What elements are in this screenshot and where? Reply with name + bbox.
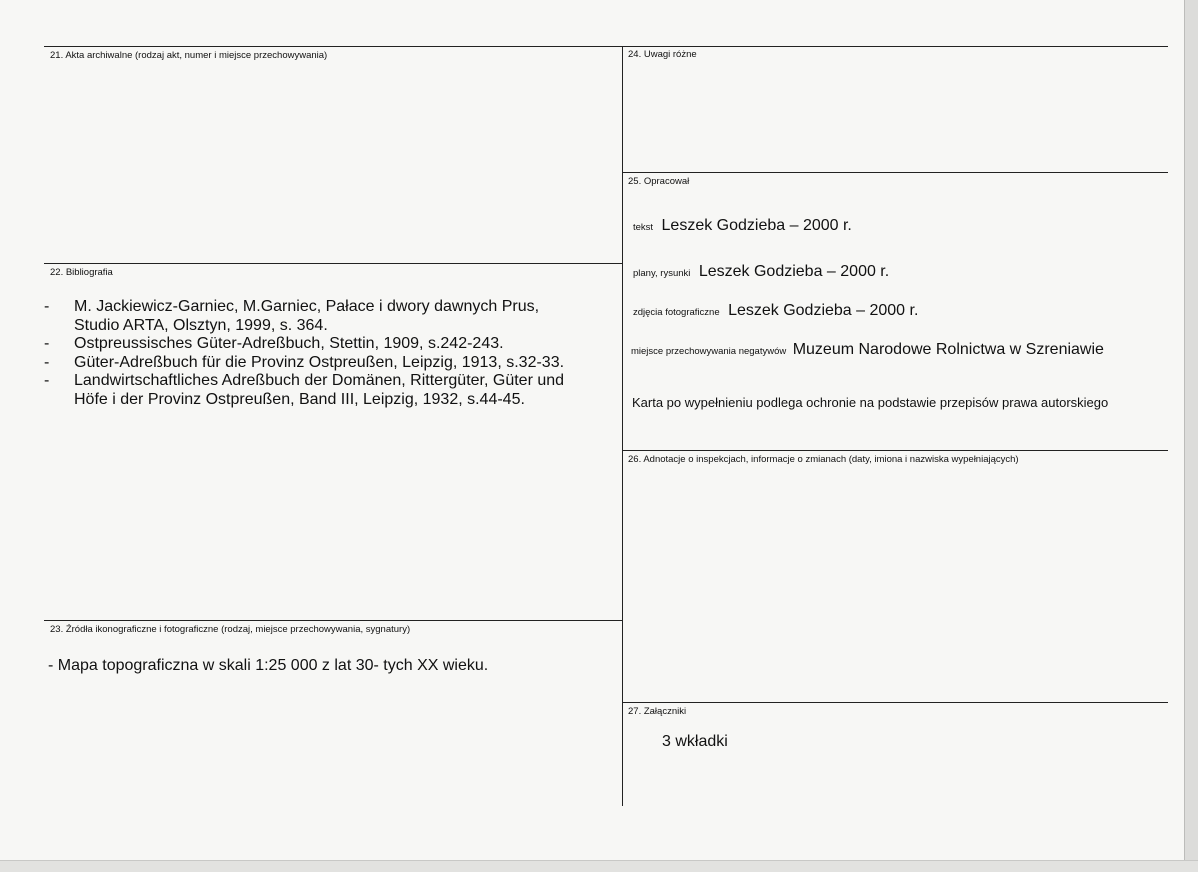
copyright-notice: Karta po wypełnieniu podlega ochronie na podstawie przepisów prawa autorskiego — [632, 395, 1109, 410]
section-24-label: 24. Uwagi różne — [628, 49, 697, 60]
plany-value: Leszek Godzieba – 2000 r. — [698, 263, 890, 280]
plany-row — [633, 263, 889, 281]
bibliography-line: Studio ARTA, Olsztyn, 1999, s. 364. — [74, 316, 328, 334]
rule-25 — [622, 172, 1168, 173]
zdjecia-value: Leszek Godzieba – 2000 r. — [728, 302, 919, 319]
bullet-dash: - — [44, 298, 50, 315]
miejsce-row — [631, 341, 1104, 359]
section-23-text: - Mapa topograficzna w skali 1:25 000 z lat 30- tych XX wieku. — [48, 657, 489, 674]
bibliography-list — [44, 298, 564, 410]
bullet-dash: - — [44, 353, 50, 371]
section-22-label: 22. Bibliografia — [50, 267, 113, 278]
paper-edge-right — [1184, 0, 1198, 871]
bibliography-line: Landwirtschaftliches Adreßbuch der Domänen, Rittergüter, Güter und — [74, 372, 565, 390]
tekst-row — [633, 217, 852, 235]
tekst-label: tekst — [633, 222, 654, 233]
section-26-label: 26. Adnotacje o inspekcjach, informacje o zmianach (daty, imiona i nazwiska wypełniających) — [628, 454, 1019, 465]
section-21-label: 21. Akta archiwalne (rodzaj akt, numer i miejsce przechowywania) — [50, 50, 328, 61]
bibliography-line: Ostpreussisches Güter-Adreßbuch, Stettin, 1909, s.242-243. — [74, 335, 504, 353]
rule-27 — [622, 702, 1168, 703]
miejsce-label: miejsce przechowywania negatywów — [631, 346, 787, 357]
column-divider — [622, 46, 623, 806]
bibliography-line: Höfe i der Provinz Ostpreußen, Band III, Leipzig, 1932, s.44-45. — [74, 390, 525, 408]
bullet-dash: - — [44, 335, 50, 353]
bibliography-item — [44, 354, 564, 373]
zdjecia-label: zdjęcia fotograficzne — [633, 307, 720, 318]
section-27-label: 27. Załączniki — [628, 706, 687, 717]
miejsce-value: Muzeum Narodowe Rolnictwa w Szreniawie — [792, 341, 1104, 358]
attachments-value: 3 wkładki — [662, 733, 728, 750]
rule-26 — [622, 450, 1168, 451]
rule-22 — [44, 263, 622, 264]
paper-edge-bottom — [0, 860, 1198, 872]
section-25-label: 25. Opracował — [628, 176, 690, 187]
bibliography-item — [44, 335, 564, 354]
rule-23 — [44, 620, 622, 621]
bibliography-item — [44, 298, 564, 335]
top-rule — [44, 46, 1168, 47]
tekst-value: Leszek Godzieba – 2000 r. — [661, 217, 852, 234]
bibliography-item — [44, 372, 564, 409]
bibliography-line: Güter-Adreßbuch für die Provinz Ostpreußen, Leipzig, 1913, s.32-33. — [74, 353, 565, 371]
bibliography-line: M. Jackiewicz-Garniec, M.Garniec, Pałace i dwory dawnych Prus, — [74, 298, 540, 315]
zdjecia-row — [633, 302, 918, 320]
bullet-dash: - — [44, 372, 50, 390]
section-23-label: 23. Źródła ikonograficzne i fotograficzne (rodzaj, miejsce przechowywania, sygnatury) — [50, 624, 411, 635]
plany-label: plany, rysunki — [633, 268, 691, 279]
